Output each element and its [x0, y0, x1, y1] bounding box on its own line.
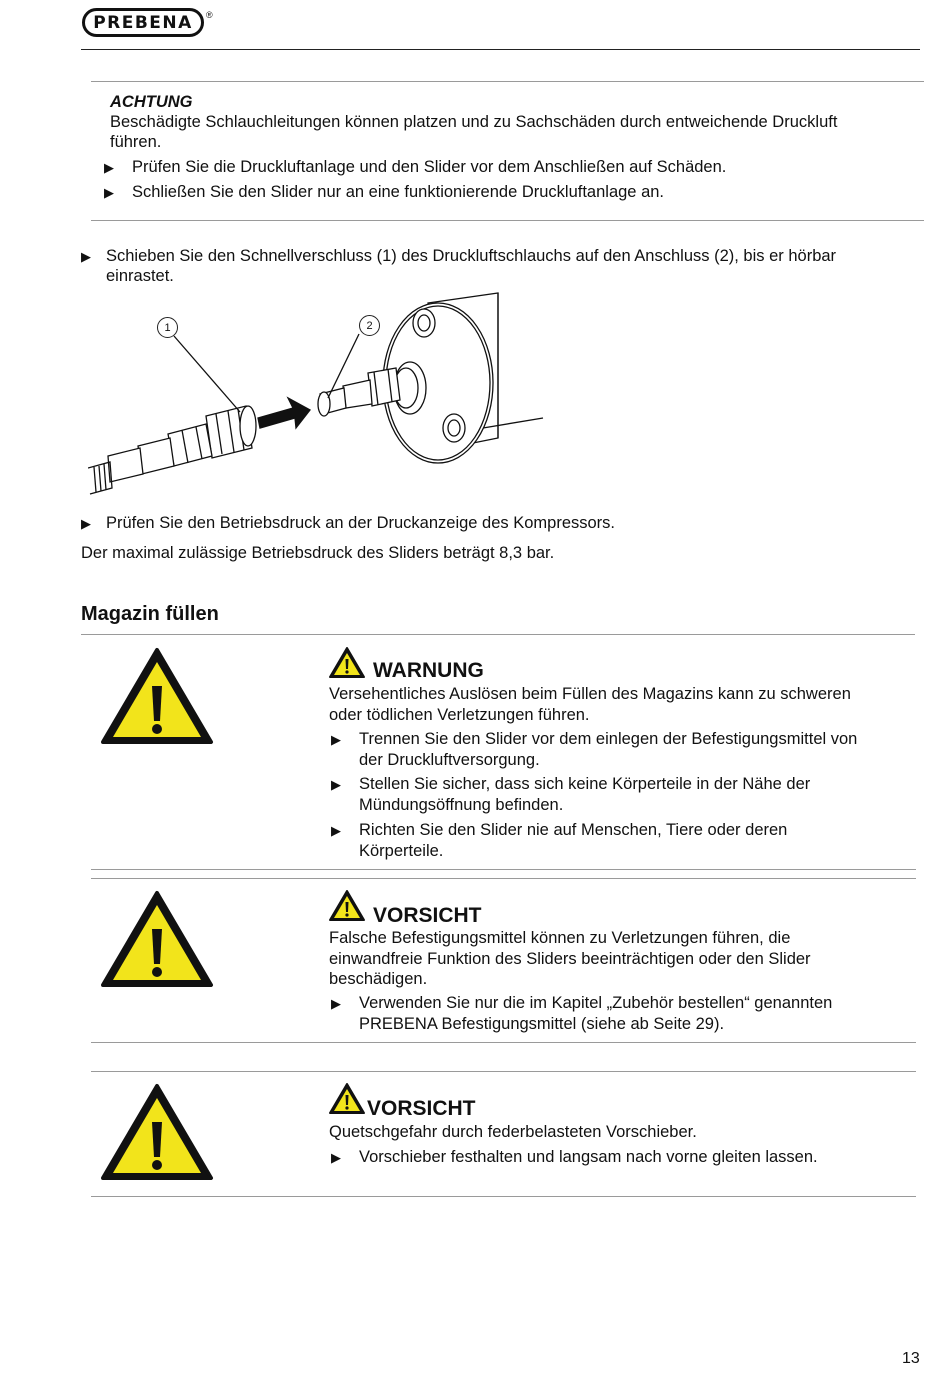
warning3-text-line1: Quetschgefahr durch federbelasteten Vorschieber. [329, 1123, 697, 1141]
warning2-bullet1-line2: PREBENA Befestigungsmittel (siehe ab Seite 29). [359, 1015, 725, 1033]
triangle-right-icon: ▶ [104, 185, 114, 200]
header-rule [81, 49, 920, 50]
notice-bullet-1: Prüfen Sie die Druckluftanlage und den Slider vor dem Anschließen auf Schäden. [132, 158, 727, 176]
warning-triangle-icon [328, 646, 366, 679]
notice-bullet-2: Schließen Sie den Slider nur an eine funktionierende Druckluftanlage an. [132, 183, 665, 201]
callout-1: 1 [157, 317, 178, 338]
warning1-rule-a [91, 869, 916, 870]
warning1-bullet1-line2: der Druckluftversorgung. [359, 751, 540, 769]
section-title: Magazin füllen [81, 603, 219, 625]
triangle-right-icon: ▶ [331, 996, 341, 1011]
notice-top-rule [91, 81, 924, 82]
warning1-bullet2-line1: Stellen Sie sicher, dass sich keine Körperteile in der Nähe der [359, 775, 811, 793]
logo-text: PREBENA [93, 12, 193, 33]
registered-mark: ® [206, 10, 213, 20]
triangle-right-icon: ▶ [331, 777, 341, 792]
callout-2: 2 [359, 315, 380, 336]
notice-text-line1: Beschädigte Schlauchleitungen können platzen und zu Sachschäden durch entweichende Druckluft [110, 113, 838, 131]
warning2-text-line2: einwandfreie Funktion des Sliders beeinträchtigen oder den Slider [329, 950, 811, 968]
connector-illustration [88, 288, 548, 498]
info-text: Der maximal zulässige Betriebsdruck des Sliders beträgt 8,3 bar. [81, 544, 555, 562]
step2-text: Prüfen Sie den Betriebsdruck an der Druckanzeige des Kompressors. [106, 514, 616, 532]
warning3-bullet1-line1: Vorschieber festhalten und langsam nach vorne gleiten lassen. [359, 1148, 818, 1166]
triangle-right-icon: ▶ [104, 160, 114, 175]
step1-line1: Schieben Sie den Schnellverschluss (1) des Druckluftschlauchs auf den Anschluss (2), bis er hörbar [106, 247, 837, 265]
triangle-right-icon: ▶ [331, 823, 341, 838]
notice-text-line2: führen. [110, 133, 162, 151]
signal-word-vorsicht-2: VORSICHT [367, 1097, 476, 1120]
signal-word-vorsicht: VORSICHT [373, 904, 482, 927]
signal-word-warnung: WARNUNG [373, 659, 484, 682]
notice-bottom-rule [91, 220, 924, 221]
warning-triangle-icon [99, 646, 215, 746]
warning1-bullet3-line1: Richten Sie den Slider nie auf Menschen, Tiere oder deren [359, 821, 788, 839]
warning1-bullet1-line1: Trennen Sie den Slider vor dem einlegen der Befestigungsmittel von [359, 730, 858, 748]
page-number: 13 [902, 1350, 920, 1367]
triangle-right-icon: ▶ [81, 249, 91, 264]
warning2-rule-b [91, 1071, 916, 1072]
section-rule [81, 634, 915, 635]
triangle-right-icon: ▶ [81, 516, 91, 531]
step1-line2: einrastet. [106, 267, 174, 285]
warning-triangle-icon [99, 1082, 215, 1182]
notice-title: ACHTUNG [110, 93, 193, 111]
warning-triangle-icon [328, 889, 366, 922]
warning2-text-line1: Falsche Befestigungsmittel können zu Verletzungen führen, die [329, 929, 791, 947]
warning-triangle-icon [99, 889, 215, 989]
warning1-rule-b [91, 878, 916, 879]
warning1-bullet3-line2: Körperteile. [359, 842, 444, 860]
warning2-bullet1-line1: Verwenden Sie nur die im Kapitel „Zubehör bestellen“ genannten [359, 994, 833, 1012]
triangle-right-icon: ▶ [331, 1150, 341, 1165]
warning2-text-line3: beschädigen. [329, 970, 428, 988]
warning1-text-line1: Versehentliches Auslösen beim Füllen des Magazins kann zu schweren [329, 685, 851, 703]
warning2-rule-a [91, 1042, 916, 1043]
prebena-logo [82, 8, 204, 37]
warning-triangle-icon [328, 1082, 366, 1115]
warning1-text-line2: oder tödlichen Verletzungen führen. [329, 706, 590, 724]
triangle-right-icon: ▶ [331, 732, 341, 747]
warning1-bullet2-line2: Mündungsöffnung befinden. [359, 796, 564, 814]
warning3-rule [91, 1196, 916, 1197]
